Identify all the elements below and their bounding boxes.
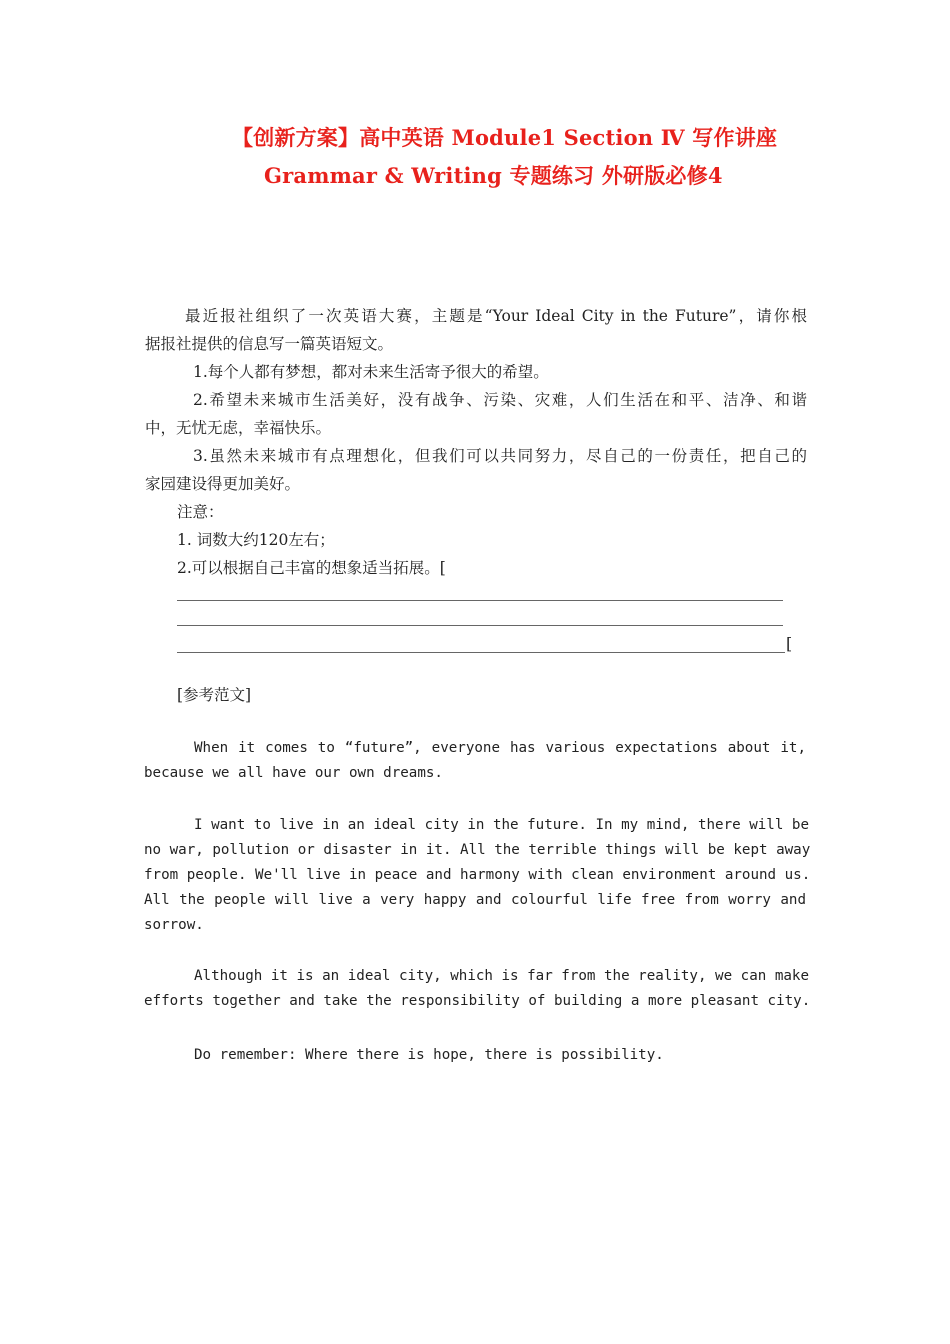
sample-p4-line1: Do remember: Where there is hope, there is possibility. — [194, 1047, 664, 1063]
prompt-point-3-line1: 3.虽然未来城市有点理想化，但我们可以共同努力，尽自己的一份责任，把自己的 — [193, 447, 807, 465]
sample-paragraph-3 — [144, 964, 811, 1014]
prompt-intro-line1: 最近报社组织了一次英语大赛，主题是“Your Ideal City in the Future”，请你根 — [185, 307, 807, 325]
answer-line-1[interactable] — [177, 600, 783, 601]
sample-paragraph-1 — [144, 736, 806, 786]
sample-heading: [参考范文] — [177, 686, 252, 704]
sample-p2-line3: from people. We'll live in peace and harmony with clean environment around us. — [144, 867, 811, 883]
sample-p2-line4: All the people will live a very happy and colourful life free from worry and — [144, 892, 806, 908]
writing-prompt — [145, 302, 807, 582]
answer-line-2[interactable] — [177, 625, 783, 626]
sample-p1-line2: because we all have our own dreams. — [144, 765, 443, 781]
answer-bracket: [ — [786, 634, 793, 653]
sample-paragraph-4 — [144, 1043, 806, 1068]
sample-p3-line2: efforts together and take the responsibility of building a more pleasant city. — [144, 993, 811, 1009]
note-label: 注意： — [177, 503, 224, 521]
sample-paragraph-2 — [144, 813, 811, 938]
sample-p1-line1: When it comes to “future”, everyone has various expectations about it, — [194, 740, 806, 756]
sample-p2-line2: no war, pollution or disaster in it. All the terrible things will be kept away — [144, 842, 811, 858]
prompt-intro-line2: 据报社提供的信息写一篇英语短文。 — [145, 335, 394, 353]
prompt-point-2-line1: 2.希望未来城市生活美好，没有战争、污染、灾难，人们生活在和平、洁净、和谐 — [193, 391, 807, 409]
prompt-point-3-line2: 家园建设得更加美好。 — [145, 475, 301, 493]
document-title-line1: 【创新方案】高中英语 Module1 Section Ⅳ 写作讲座 — [232, 125, 778, 150]
answer-line-3[interactable] — [177, 652, 785, 653]
document-title-line2: Grammar & Writing 专题练习 外研版必修4 — [264, 163, 723, 188]
prompt-point-1: 1.每个人都有梦想，都对未来生活寄予很大的希望。 — [193, 363, 549, 381]
sample-p2-line1: I want to live in an ideal city in the future. In my mind, there will be — [194, 817, 809, 833]
note-1: 1. 词数大约120左右； — [177, 531, 335, 549]
sample-p3-line1: Although it is an ideal city, which is far from the reality, we can make — [194, 968, 809, 984]
sample-p2-line5: sorrow. — [144, 917, 204, 933]
prompt-point-2-line2: 中，无忧无虑，幸福快乐。 — [145, 419, 332, 437]
note-2: 2.可以根据自己丰富的想象适当拓展。[ — [177, 559, 446, 577]
